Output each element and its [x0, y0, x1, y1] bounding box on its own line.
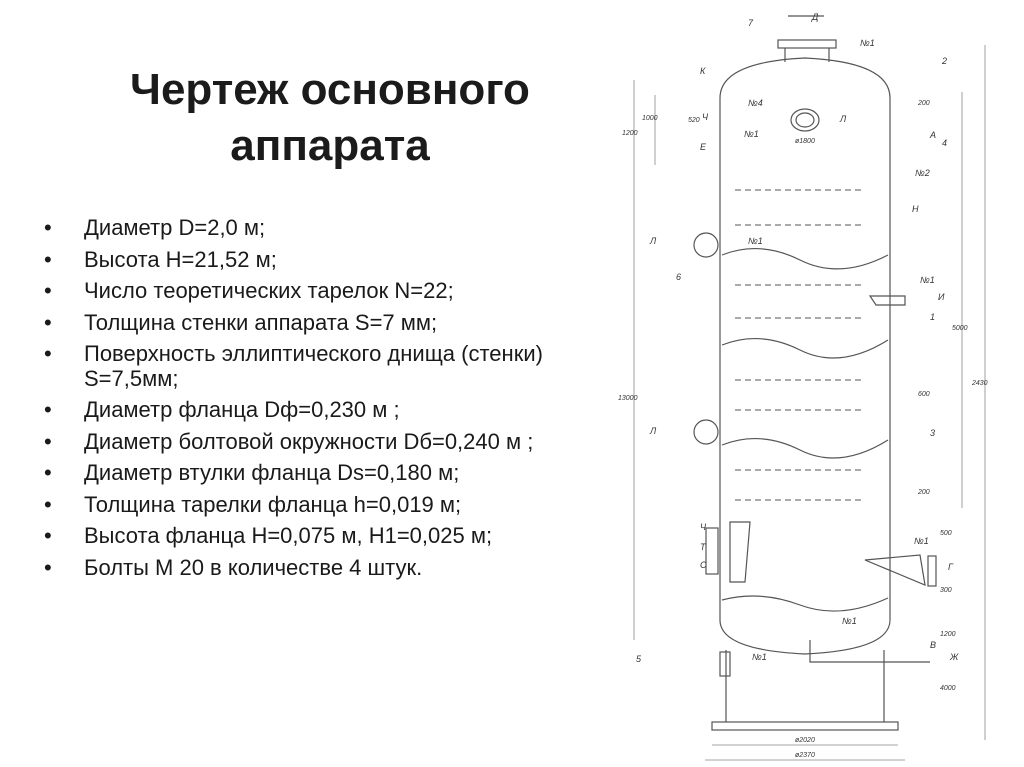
- list-item-text: Высота H=21,52 м;: [84, 246, 277, 272]
- drawing-label: В: [930, 640, 937, 650]
- dimension-label: 300: [940, 587, 952, 594]
- list-item-text: Число теоретических тарелок N=22;: [84, 278, 454, 303]
- drawing-label: Т: [700, 542, 706, 552]
- drawing-label: 5: [636, 654, 642, 664]
- list-item-text: Диаметр втулки фланца Ds=0,180 м;: [84, 460, 460, 485]
- dimension-label: ø2020: [795, 737, 815, 744]
- list-item: [30, 216, 590, 241]
- list-item-text: Болты М 20 в количестве 4 штук.: [84, 554, 423, 580]
- nozzle: [865, 555, 925, 585]
- drawing-label: №2: [915, 168, 930, 178]
- dimension-label: 1200: [622, 130, 638, 137]
- drawing-label: Ч: [702, 112, 709, 122]
- drawing-label: №4: [748, 98, 763, 108]
- title-line-1: Чертеж основного: [130, 65, 530, 114]
- dimension-label: 500: [940, 530, 952, 537]
- dimension-label: 600: [918, 391, 930, 398]
- bullet-icon: •: [44, 554, 52, 580]
- bullet-icon: •: [44, 460, 52, 485]
- side-fitting: [720, 652, 730, 676]
- list-item-text: Толщина стенки аппарата S=7 мм;: [84, 309, 438, 335]
- parameter-list: [30, 216, 590, 587]
- drawing-label: 7: [748, 18, 754, 28]
- list-item: [30, 398, 590, 423]
- top-nozzle: [778, 40, 836, 48]
- drawing-label: Г: [948, 562, 953, 572]
- drawing-label: Е: [700, 142, 707, 152]
- drawing-label: К: [700, 66, 706, 76]
- list-item-text: Диаметр болтовой окружности Dб=0,240 м ;: [84, 428, 534, 454]
- drawing-label: С: [700, 560, 707, 570]
- bullet-icon: •: [44, 523, 52, 548]
- dimension-label: 520: [688, 117, 700, 124]
- break-line: [722, 596, 888, 611]
- drawing-label: №1: [752, 652, 767, 662]
- drawing-label: №1: [860, 38, 875, 48]
- dimension-label: ø1800: [795, 138, 815, 145]
- drawing-label: И: [938, 292, 945, 302]
- bottom-head: [720, 620, 890, 654]
- dimension-label: 200: [918, 489, 930, 496]
- side-manhole: [694, 233, 718, 257]
- apparatus-schematic: [590, 0, 1024, 767]
- drawing-label: Ч: [700, 522, 707, 532]
- drawing-label: №1: [920, 275, 935, 285]
- bullet-icon: •: [44, 491, 52, 517]
- nozzle: [870, 296, 905, 305]
- bullet-icon: •: [44, 428, 52, 454]
- list-item-text: Диаметр D=2,0 м;: [84, 215, 266, 240]
- drawing-label: 1: [930, 312, 936, 322]
- list-item: [30, 524, 590, 549]
- side-nozzle: [706, 528, 718, 574]
- dimension-label: 13000: [618, 395, 638, 402]
- drawing-label: Д: [812, 12, 819, 22]
- break-line: [722, 249, 888, 269]
- drawing-label: №1: [842, 616, 857, 626]
- drawing-label: 3: [930, 428, 936, 438]
- page-title: [30, 62, 630, 174]
- bullet-icon: •: [44, 341, 52, 366]
- drawing-label: №1: [914, 536, 929, 546]
- dimension-label: 5000: [952, 325, 968, 332]
- bullet-icon: •: [44, 397, 52, 422]
- drawing-label: Л: [840, 114, 847, 124]
- drawing-label: 4: [942, 138, 948, 148]
- list-item: [30, 342, 590, 391]
- list-item: [30, 279, 590, 304]
- list-item: [30, 248, 590, 273]
- drawing-label: Л: [650, 236, 657, 246]
- list-item-text: Толщина тарелки фланца h=0,019 м;: [84, 491, 462, 517]
- drawing-label: Н: [912, 204, 919, 214]
- list-item: [30, 461, 590, 486]
- break-line: [722, 439, 888, 458]
- dimension-label: 200: [918, 100, 930, 107]
- drawing-label: А: [930, 130, 937, 140]
- column-drawing: [590, 0, 1024, 767]
- drawing-label: Л: [650, 426, 657, 436]
- side-manhole: [694, 420, 718, 444]
- dimension-label: 2430: [972, 380, 988, 387]
- base-ring: [712, 722, 898, 730]
- list-item-text: Поверхность эллиптического днища (стенки) S=7,5мм;: [84, 341, 543, 391]
- list-item: [30, 556, 590, 581]
- dimension-label: 1000: [642, 115, 658, 122]
- drawing-label: 2: [942, 56, 948, 66]
- list-item: [30, 493, 590, 518]
- dimension-label: 4000: [940, 685, 956, 692]
- drawing-label: Ж: [950, 652, 959, 662]
- title-line-2: аппарата: [230, 121, 430, 170]
- list-item: [30, 430, 590, 455]
- bullet-icon: •: [44, 278, 52, 303]
- bullet-icon: •: [44, 215, 52, 240]
- manhole: [791, 109, 819, 131]
- flange: [928, 556, 936, 586]
- break-line: [722, 339, 888, 358]
- drawing-label: №1: [744, 129, 759, 139]
- list-item: [30, 311, 590, 336]
- list-item-text: Высота фланца H=0,075 м, H1=0,025 м;: [84, 523, 493, 548]
- dimension-label: ø2370: [795, 752, 815, 759]
- drawing-label: №1: [748, 236, 763, 246]
- bullet-icon: •: [44, 309, 52, 335]
- bullet-icon: •: [44, 246, 52, 272]
- top-head: [720, 58, 890, 98]
- list-item-text: Диаметр фланца Dф=0,230 м ;: [84, 397, 400, 422]
- drawing-label: 6: [676, 272, 682, 282]
- dimension-label: 1200: [940, 631, 956, 638]
